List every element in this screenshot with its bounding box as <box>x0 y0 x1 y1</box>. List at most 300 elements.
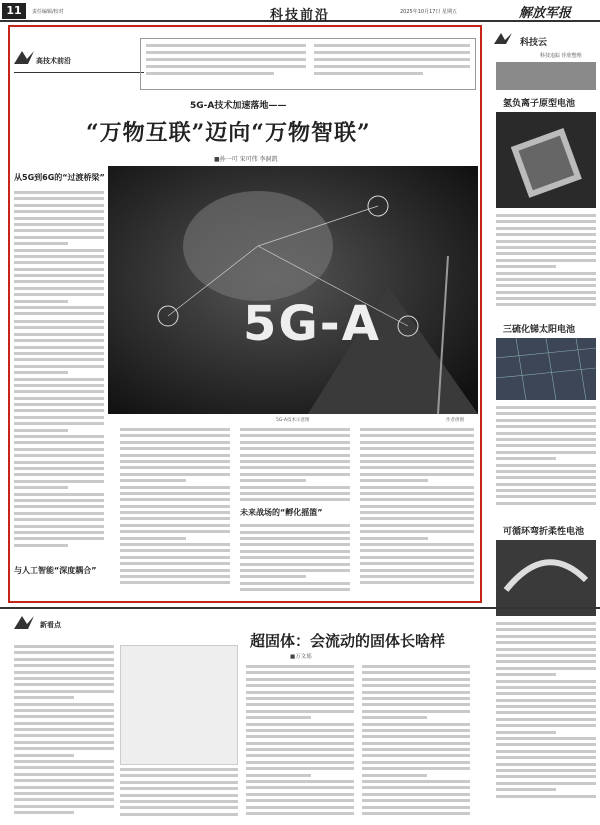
feature-image <box>108 166 478 414</box>
text-line <box>246 799 354 802</box>
text-line <box>246 735 354 738</box>
text-line <box>362 748 470 751</box>
text-line <box>496 654 596 657</box>
text-line <box>360 428 474 431</box>
text-line <box>496 227 596 230</box>
text-line <box>14 403 104 406</box>
text-line <box>360 530 474 533</box>
text-line <box>14 429 68 432</box>
text-line <box>240 460 350 463</box>
text-line <box>120 774 238 777</box>
text-line <box>496 303 596 306</box>
text-line <box>120 569 230 572</box>
text-line <box>496 731 556 734</box>
text-line <box>14 728 114 731</box>
sidebar-image-1 <box>496 62 596 90</box>
sidebar-item-title-2: 三硫化锑太阳电池 <box>503 325 576 335</box>
text-line <box>14 358 104 361</box>
text-line <box>14 537 104 540</box>
text-line <box>120 549 230 552</box>
image-caption: 5G-A技术示意图 <box>276 418 310 423</box>
text-line <box>14 326 104 329</box>
text-line <box>362 665 470 668</box>
text-line <box>496 412 596 415</box>
article-col-4 <box>360 428 474 588</box>
text-line <box>246 767 354 770</box>
text-line <box>120 581 230 584</box>
text-line <box>496 711 596 714</box>
text-line <box>246 710 354 713</box>
text-line <box>14 397 104 400</box>
text-line <box>496 438 596 441</box>
headline: “万物互联”迈向“万物智联” <box>86 120 371 146</box>
text-line <box>240 434 350 437</box>
text-line <box>362 703 470 706</box>
intro-text-right <box>314 44 470 79</box>
text-line <box>120 787 238 790</box>
text-line <box>362 691 470 694</box>
text-line <box>246 671 354 674</box>
text-line <box>14 435 104 438</box>
text-line <box>496 419 596 422</box>
text-line <box>362 767 470 770</box>
text-line <box>14 645 114 648</box>
text-line <box>14 741 114 744</box>
text-line <box>14 722 114 725</box>
text-line <box>14 467 104 470</box>
article-col-2 <box>120 428 230 588</box>
subhead-1: 从5G到6G的“过渡桥梁” <box>14 173 105 182</box>
text-line <box>14 531 104 534</box>
text-line <box>14 255 104 258</box>
text-line <box>362 684 470 687</box>
text-line <box>496 240 596 243</box>
bottom-col-2 <box>120 768 238 819</box>
text-line <box>246 812 354 815</box>
text-line <box>120 537 186 540</box>
paper-logo: 解放军报 <box>518 6 571 21</box>
text-line <box>362 780 470 783</box>
text-line <box>120 479 186 482</box>
text-line <box>360 524 474 527</box>
text-line <box>362 806 470 809</box>
text-line <box>496 476 596 479</box>
text-line <box>496 259 596 262</box>
text-line <box>246 703 354 706</box>
text-line <box>496 444 596 447</box>
text-line <box>496 692 596 695</box>
text-line <box>246 754 354 757</box>
subhead-3: 与人工智能“深度耦合” <box>14 566 97 575</box>
text-line <box>496 667 596 670</box>
text-line <box>362 754 470 757</box>
text-line <box>496 457 556 460</box>
text-line <box>496 622 596 625</box>
text-line <box>14 544 68 547</box>
text-line <box>120 441 230 444</box>
text-line <box>14 441 104 444</box>
text-line <box>360 556 474 559</box>
text-line <box>14 384 104 387</box>
text-line <box>496 483 596 486</box>
text-line <box>240 524 350 527</box>
text-line <box>120 800 238 803</box>
text-line <box>120 505 230 508</box>
sidebar-battery-image <box>496 112 596 208</box>
text-line <box>240 575 306 578</box>
text-line <box>496 406 596 409</box>
text-line <box>360 454 474 457</box>
text-line <box>246 774 311 777</box>
text-line <box>14 664 114 667</box>
text-line <box>120 428 230 431</box>
text-line <box>14 333 104 336</box>
page-header <box>0 0 600 22</box>
text-line <box>14 715 114 718</box>
bottom-col-3 <box>246 665 354 818</box>
text-line <box>360 473 474 476</box>
text-line <box>14 754 74 757</box>
text-line <box>240 441 350 444</box>
page-number: 11 <box>2 3 26 19</box>
text-line <box>14 293 104 296</box>
text-line <box>496 278 596 281</box>
text-line <box>496 628 596 631</box>
text-line <box>246 793 354 796</box>
text-line <box>14 261 104 264</box>
text-line <box>360 549 474 552</box>
text-line <box>496 782 596 785</box>
text-line <box>14 448 104 451</box>
text-line <box>496 425 596 428</box>
text-line <box>14 525 104 528</box>
text-line <box>120 556 230 559</box>
text-line <box>240 582 350 585</box>
text-line <box>496 495 596 498</box>
text-line <box>240 498 350 501</box>
article-col-3 <box>240 428 350 595</box>
text-line <box>496 246 596 249</box>
text-line <box>240 454 350 457</box>
text-line <box>14 280 104 283</box>
text-line <box>246 761 354 764</box>
text-line <box>360 441 474 444</box>
text-line <box>496 451 596 454</box>
text-line <box>360 517 474 520</box>
text-line <box>14 365 104 368</box>
text-line <box>360 486 474 489</box>
text-line <box>14 651 114 654</box>
network-illustration <box>108 166 478 414</box>
sidebar-icon <box>494 30 512 49</box>
text-line <box>246 697 354 700</box>
text-line <box>496 489 596 492</box>
text-line <box>496 743 596 746</box>
text-line <box>362 678 470 681</box>
editors-line: 责任编辑/校对 <box>32 9 64 15</box>
text-line <box>496 763 596 766</box>
text-line <box>362 735 470 738</box>
text-line <box>496 297 596 300</box>
text-line <box>362 774 427 777</box>
text-line <box>120 492 230 495</box>
text-line <box>496 432 596 435</box>
text-line <box>14 242 68 245</box>
text-line <box>496 252 596 255</box>
text-line <box>14 312 104 315</box>
text-line <box>496 788 556 791</box>
text-line <box>360 581 474 584</box>
text-line <box>120 473 230 476</box>
text-line <box>120 486 230 489</box>
text-line <box>240 428 350 431</box>
text-line <box>496 737 596 740</box>
text-line <box>496 775 596 778</box>
text-line <box>14 306 104 309</box>
text-line <box>360 479 428 482</box>
text-line <box>14 268 104 271</box>
text-line <box>14 786 114 789</box>
text-line <box>360 447 474 450</box>
text-line <box>14 677 114 680</box>
text-line <box>240 447 350 450</box>
text-line <box>496 686 596 689</box>
image-credit: 作者供图 <box>446 418 464 423</box>
text-line <box>240 492 350 495</box>
text-line <box>240 473 350 476</box>
text-line <box>120 781 238 784</box>
text-line <box>360 537 428 540</box>
image-5g-label: 5G-A <box>243 296 381 352</box>
text-line <box>14 249 104 252</box>
text-line <box>120 511 230 514</box>
text-line <box>14 493 104 496</box>
text-line <box>240 569 350 572</box>
text-line <box>120 454 230 457</box>
text-line <box>362 671 470 674</box>
text-line <box>496 502 596 505</box>
text-line <box>496 272 596 275</box>
sidebar-item-title-3: 可循环弯折柔性电池 <box>503 527 585 537</box>
byline: ■孙一可 宋可伟 李洞凯 <box>214 156 278 163</box>
text-line <box>14 683 114 686</box>
text-line <box>14 217 104 220</box>
sidebar-text-1 <box>496 214 596 310</box>
text-line <box>14 480 104 483</box>
text-line <box>14 390 104 393</box>
text-line <box>14 191 104 194</box>
text-line <box>496 750 596 753</box>
text-line <box>362 723 470 726</box>
text-line <box>246 742 354 745</box>
text-line <box>496 724 596 727</box>
text-line <box>496 718 596 721</box>
article-col-1 <box>14 172 104 319</box>
text-line <box>362 716 427 719</box>
text-line <box>362 761 470 764</box>
text-line <box>246 729 354 732</box>
text-line <box>14 805 114 808</box>
text-line <box>496 769 596 772</box>
text-line <box>362 812 470 815</box>
sidebar-text-3 <box>496 622 596 801</box>
text-line <box>14 274 104 277</box>
text-line <box>240 550 350 553</box>
text-line <box>496 756 596 759</box>
text-line <box>120 466 230 469</box>
text-line <box>360 505 474 508</box>
text-line <box>120 460 230 463</box>
text-line <box>14 236 104 239</box>
text-line <box>246 786 354 789</box>
text-line <box>120 434 230 437</box>
text-line <box>496 673 556 676</box>
text-line <box>240 531 350 534</box>
text-line <box>14 346 104 349</box>
text-line <box>14 709 114 712</box>
text-line <box>360 498 474 501</box>
text-line <box>14 505 104 508</box>
text-line <box>496 265 556 268</box>
bottom-col-4 <box>362 665 470 818</box>
text-line <box>496 660 596 663</box>
subhead-2: 未来战场的“孵化摇篮” <box>240 508 323 518</box>
bottom-column-icon <box>14 615 34 634</box>
text-line <box>496 680 596 683</box>
text-line <box>496 795 596 798</box>
text-line <box>14 811 74 814</box>
text-line <box>246 684 354 687</box>
text-line <box>14 416 104 419</box>
text-line <box>14 210 104 213</box>
rule <box>14 72 144 73</box>
text-line <box>120 794 238 797</box>
text-line <box>240 543 350 546</box>
text-line <box>14 320 104 323</box>
column-tag-icon <box>14 50 34 69</box>
text-line <box>14 197 104 200</box>
bottom-column-tag: 新看点 <box>40 621 61 629</box>
bottom-col-1 <box>14 645 114 818</box>
text-line <box>14 734 114 737</box>
text-line <box>14 454 104 457</box>
text-line <box>240 486 350 489</box>
text-line <box>362 697 470 700</box>
sidebar-solar-image <box>496 338 596 400</box>
text-line <box>120 768 238 771</box>
text-line <box>14 204 104 207</box>
text-line <box>14 760 114 763</box>
text-line <box>246 723 354 726</box>
text-line <box>496 635 596 638</box>
text-line <box>14 792 114 795</box>
text-line <box>240 537 350 540</box>
text-line <box>14 798 114 801</box>
text-line <box>14 773 114 776</box>
text-line <box>120 530 230 533</box>
text-line <box>14 766 114 769</box>
text-line <box>14 518 104 521</box>
text-line <box>14 690 114 693</box>
text-line <box>14 703 114 706</box>
bottom-headline: 超固体：会流动的固体长啥样 <box>250 632 446 650</box>
text-line <box>496 284 596 287</box>
text-line <box>496 291 596 294</box>
text-line <box>360 543 474 546</box>
text-line <box>14 779 114 782</box>
text-line <box>120 447 230 450</box>
text-line <box>120 562 230 565</box>
text-line <box>246 665 354 668</box>
text-line <box>496 705 596 708</box>
sidebar-flex-battery-image <box>496 540 596 616</box>
text-line <box>14 287 104 290</box>
text-line <box>14 671 114 674</box>
text-line <box>496 470 596 473</box>
text-line <box>240 479 306 482</box>
text-line <box>240 466 350 469</box>
text-line <box>360 575 474 578</box>
text-line <box>496 220 596 223</box>
section-divider <box>0 607 600 609</box>
text-line <box>360 562 474 565</box>
text-line <box>496 648 596 651</box>
issue-date: 2025年10月17日 星期五 <box>400 9 458 15</box>
text-line <box>362 742 470 745</box>
text-line <box>14 512 104 515</box>
text-line <box>120 498 230 501</box>
text-line <box>120 543 230 546</box>
text-line <box>120 813 238 816</box>
text-line <box>362 793 470 796</box>
column-tag: 高技术前沿 <box>36 57 71 65</box>
text-line <box>14 409 104 412</box>
text-line <box>496 464 596 467</box>
text-line <box>14 422 104 425</box>
text-line <box>14 473 104 476</box>
text-line <box>240 563 350 566</box>
text-line <box>14 499 104 502</box>
text-line <box>496 233 596 236</box>
text-line <box>240 556 350 559</box>
text-line <box>362 786 470 789</box>
text-line <box>14 339 104 342</box>
text-line <box>360 434 474 437</box>
text-line <box>14 696 74 699</box>
text-line <box>14 658 114 661</box>
text-line <box>246 716 311 719</box>
text-line <box>246 691 354 694</box>
text-line <box>14 461 104 464</box>
text-line <box>360 569 474 572</box>
bottom-byline: ■万文瑶 <box>290 654 312 660</box>
text-line <box>246 748 354 751</box>
text-line <box>246 678 354 681</box>
text-line <box>14 378 104 381</box>
text-line <box>240 588 350 591</box>
article-col-1-lower <box>14 320 104 550</box>
sidebar-credit: 科技追踪 佳欣整理 <box>540 53 582 59</box>
text-line <box>246 780 354 783</box>
text-line <box>14 223 104 226</box>
text-line <box>120 524 230 527</box>
text-line <box>14 300 68 303</box>
text-line <box>14 352 104 355</box>
text-line <box>14 371 68 374</box>
text-line <box>14 747 114 750</box>
text-line <box>360 511 474 514</box>
text-line <box>496 641 596 644</box>
